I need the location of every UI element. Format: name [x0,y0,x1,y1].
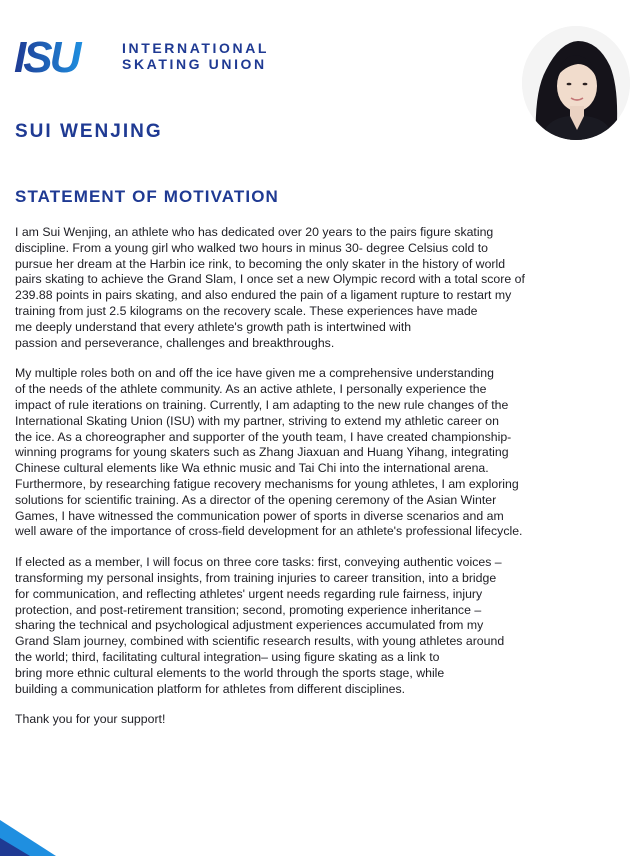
text-line: pursue her dream at the Harbin ice rink, to becoming the only skater in the history of world [15,256,506,271]
text-line: impact of rule iterations on training. Currently, I am adapting to the new rule changes of the [15,397,509,412]
isu-logo [14,36,269,76]
text-line: 239.88 points in pairs skating, and also endured the pain of a ligament rupture to restart my [15,288,512,303]
text-line: for communication, and reflecting athletes' urgent needs regarding rule fairness, injury [15,586,483,601]
text-line: Games, I have witnessed the communication power of sports in diverse scenarios and am [15,508,504,523]
org-name-line2: SKATING UNION [122,56,267,72]
text-line: discipline. From a young girl who walked two hours in minus 30- degree Celsius cold to [15,240,488,255]
text-line: of the needs of the athlete community. As an active athlete, I personally experience the [15,382,487,397]
text-line: transforming my personal insights, from training injuries to career transition, into a bridge [15,570,497,585]
statement-paragraph-1 [15,225,639,351]
statement-heading: STATEMENT OF MOTIVATION [15,187,279,206]
statement-paragraph-2 [15,366,639,540]
text-line: My multiple roles both on and off the ice have given me a comprehensive understanding [15,366,494,381]
corner-accent-shape [0,816,60,856]
closing-line: Thank you for your support! [15,712,166,727]
statement-paragraph-3 [15,555,639,697]
text-line: well aware of the importance of cross-field development for an athlete's professional lifecycle. [15,524,523,539]
text-line: pairs skating to achieve the Grand Slam, I once set a new Olympic record with a total score of [15,272,525,287]
svg-text:ISU: ISU [14,36,79,76]
text-line: protection, and post-retirement transition; second, promoting experience inheritance – [15,602,482,617]
org-name-line1: INTERNATIONAL [122,40,270,56]
text-line: training from just 2.5 kilograms on the recovery scale. These experiences have made [15,303,478,318]
isu-logo-mark [14,36,114,76]
text-line: Furthermore, by researching fatigue recovery mechanisms for young athletes, I am exploring [15,476,519,491]
text-line: passion and perseverance, challenges and breakthroughs. [15,335,335,350]
text-line: International Skating Union (ISU) with my partner, striving to extend my athletic career on [15,413,499,428]
statement-body [15,225,639,728]
text-line: Grand Slam journey, combined with scientific research results, with young athletes around [15,634,505,649]
candidate-photo [522,26,630,140]
text-line: If elected as a member, I will focus on three core tasks: first, conveying authentic voices – [15,555,502,570]
text-line: Chinese cultural elements like Wa ethnic music and Tai Chi into the international arena. [15,461,489,476]
text-line: winning programs for young skaters such as Zhang Jiaxuan and Huang Yihang, integrating [15,445,509,460]
text-line: bring more ethnic cultural elements to the world through the sports stage, while [15,665,445,680]
text-line: I am Sui Wenjing, an athlete who has dedicated over 20 years to the pairs figure skating [15,225,494,239]
text-line: sharing the technical and psychological adjustment experiences accumulated from my [15,618,484,633]
text-line: the ice. As a choreographer and supporter of the youth team, I have created championship- [15,429,512,444]
candidate-name: SUI WENJING [15,121,163,142]
text-line: me deeply understand that every athlete's growth path is intertwined with [15,319,412,334]
text-line: solutions for scientific training. As a director of the opening ceremony of the Asian Winter [15,492,497,507]
text-line: building a communication platform for athletes from different disciplines. [15,681,406,696]
text-line: the world; third, facilitating cultural integration– using figure skating as a link to [15,649,440,664]
